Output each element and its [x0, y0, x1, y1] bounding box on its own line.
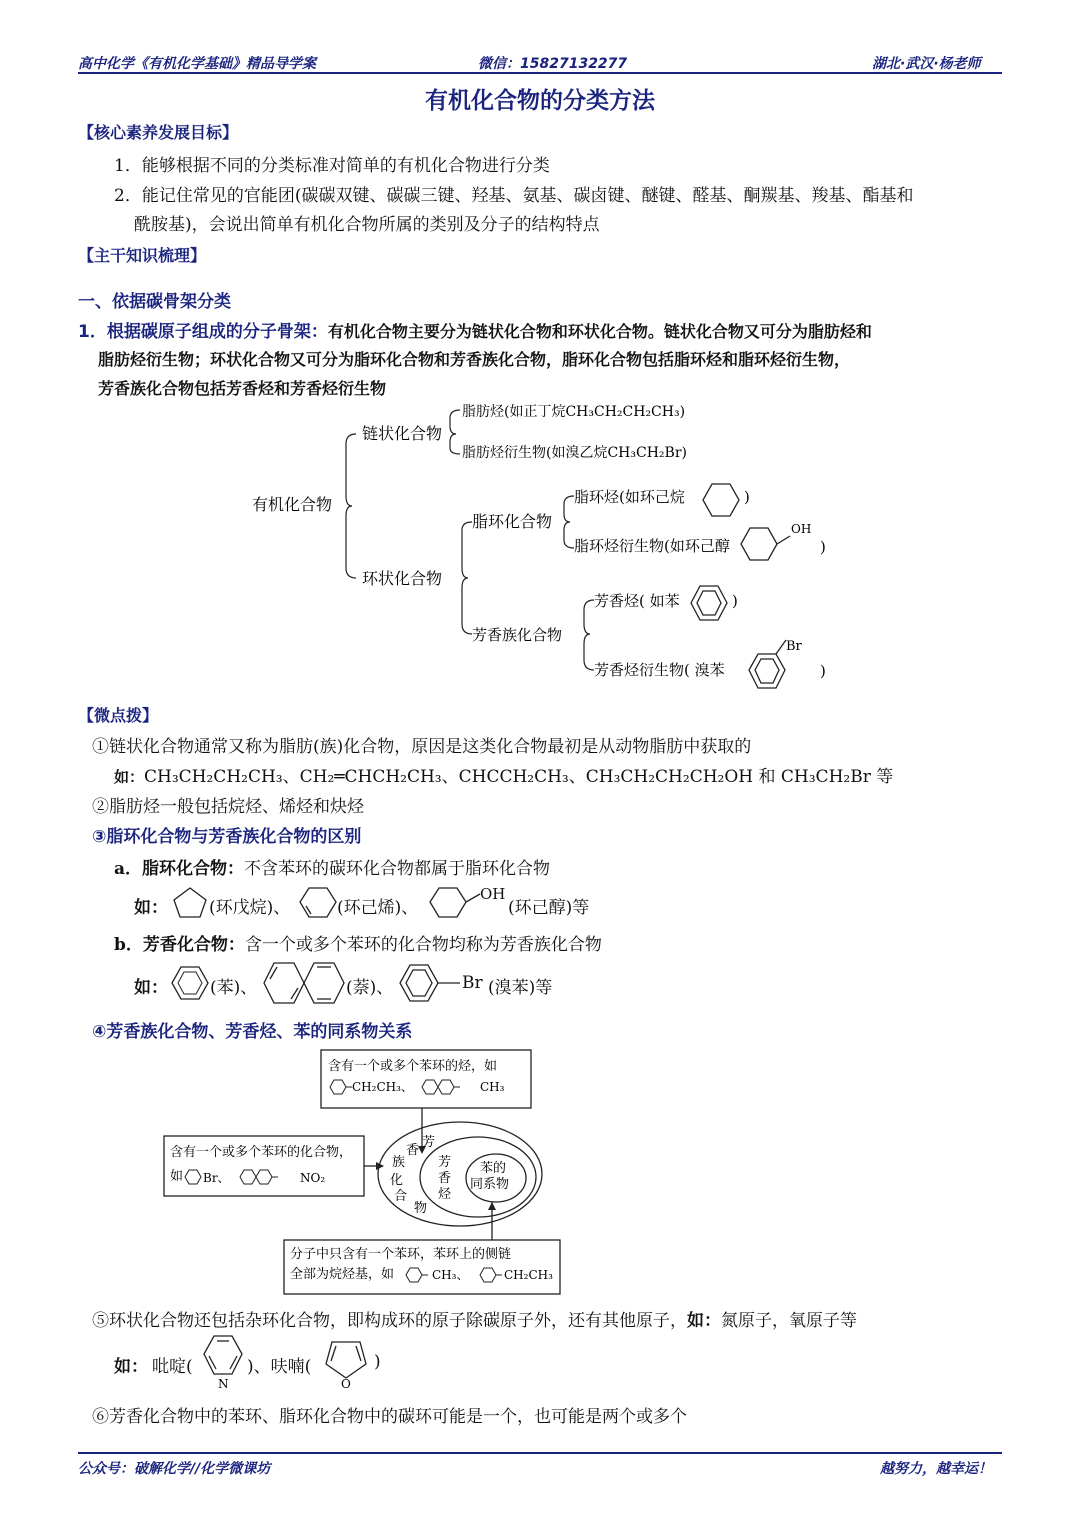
- tip-3a-text: 不含苯环的碳环化合物都属于脂环化合物: [244, 859, 551, 879]
- venn-inner-line1: 苯的: [480, 1161, 507, 1176]
- tree-alicyclic: 脂环化合物: [472, 512, 553, 531]
- br-label: Br: [786, 639, 802, 654]
- tree-alicyclic-der: 脂环烃衍生物(如环己醇: [574, 537, 730, 555]
- venn-left-sub1: Br、: [203, 1171, 230, 1185]
- tree-root: 有机化合物: [252, 495, 333, 514]
- footer-left: 公众号：破解化学//化学微课坊: [78, 1461, 271, 1477]
- header-left: 高中化学《有机化学基础》精品导学案: [78, 56, 316, 72]
- footer-rule: [78, 1452, 1002, 1454]
- tip-5-ex-label: 如：: [114, 1357, 148, 1377]
- tree-close-4: ): [820, 662, 826, 680]
- tip-4: ④芳香族化合物、芳香烃、苯的同系物关系: [92, 1022, 413, 1042]
- venn-middle-c1: 芳: [438, 1155, 452, 1170]
- venn-top-sub1: CH₂CH₃、: [352, 1080, 413, 1094]
- tip-1-example: [114, 762, 893, 787]
- page-title: 有机化合物的分类方法: [425, 88, 655, 114]
- cyclohexene-icon: [298, 884, 338, 920]
- classification-tree: [240, 396, 840, 696]
- tip-5-ex1: 吡啶(: [152, 1357, 193, 1377]
- tip-3b-label: b．芳香化合物：: [114, 935, 245, 955]
- tip-3a-label: a．脂环化合物：: [114, 859, 245, 879]
- tip-3b-ex3: (溴苯)等: [488, 978, 553, 998]
- furan-o-label: O: [341, 1377, 351, 1390]
- tip-3a-ex2: (环己烯)、: [337, 898, 419, 918]
- venn-outer-c5: 合: [394, 1189, 408, 1204]
- venn-top-sub2: CH₃: [480, 1080, 505, 1094]
- goal-item-2-cont: 酰胺基)，会说出简单有机化合物所属的类别及分子的结构特点: [134, 215, 600, 235]
- venn-bottom-sub2: CH₂CH₃: [504, 1268, 553, 1282]
- benzene-icon: [691, 586, 727, 620]
- tree-aromatic-hc: 芳香烃( 如苯: [594, 592, 680, 610]
- venn-bottom-line2: 全部为烷烃基，如: [290, 1267, 395, 1282]
- venn-diagram: [160, 1044, 570, 1300]
- tree-close-1: ): [744, 488, 750, 506]
- para-label: 1．根据碳原子组成的分子骨架：: [78, 322, 328, 342]
- benzene-small-icon: [170, 964, 210, 1002]
- venn-outer-c1: 芳: [422, 1135, 436, 1150]
- tip-3a: [114, 854, 550, 879]
- tree-chain: 链状化合物: [362, 424, 443, 443]
- tip-5-ex2: )、呋喃(: [247, 1357, 312, 1377]
- tree-close-3: ): [732, 592, 738, 610]
- tree-aliphatic-hc: 脂肪烃(如正丁烷CH₃CH₂CH₂CH₃): [462, 404, 686, 420]
- tip-3a-ex-label: 如：: [134, 898, 168, 918]
- venn-outer-c2: 香: [406, 1143, 420, 1158]
- pyridine-n-label: N: [218, 1377, 229, 1391]
- tree-close-2: ): [820, 538, 826, 556]
- bromobenzene-small-icon: [398, 962, 468, 1004]
- venn-middle-c2: 香: [438, 1171, 452, 1186]
- goal-item-1: 1．能够根据不同的分类标准对简单的有机化合物进行分类: [114, 156, 550, 176]
- knowledge-heading: 【主干知识梳理】: [78, 246, 207, 265]
- tip-2: ②脂肪烃一般包括烷烃、烯烃和炔烃: [92, 797, 364, 817]
- venn-outer-c4: 化: [390, 1173, 404, 1188]
- cyclohexanol-icon: [741, 528, 790, 560]
- venn-left-line1: 含有一个或多个苯环的化合物，: [170, 1145, 353, 1160]
- tip-1-ex-text: CH₃CH₂CH₂CH₃、CH₂═CHCH₂CH₃、CHCCH₂CH₃、CH₃CH₂CH₂CH₂OH 和 CH₃CH₂Br 等: [144, 767, 894, 787]
- header-right: 湖北·武汉·杨老师: [872, 56, 981, 72]
- tree-aliphatic-der: 脂肪烃衍生物(如溴乙烷CH₃CH₂Br): [462, 445, 687, 461]
- section-para-line3: 芳香族化合物包括芳香烃和芳香烃衍生物: [98, 379, 387, 398]
- tip-1-ex-label: 如：: [114, 768, 145, 786]
- tip-3b: [114, 930, 602, 955]
- section-para-line2: 脂肪烃衍生物；环状化合物又可分为脂环化合物和芳香族化合物，脂环化合物包括脂环烃和脂环烃衍生物，: [98, 350, 851, 369]
- tree-alicyclic-hc: 脂环烃(如环己烷: [574, 488, 685, 506]
- tip-5-ex3: ): [374, 1352, 381, 1372]
- tip-3b-ex-label: 如：: [134, 978, 168, 998]
- tip-3b-text: 含一个或多个苯环的化合物均称为芳香族化合物: [244, 935, 602, 955]
- tip-3b-br: Br: [462, 973, 483, 993]
- section-para-line1: [78, 317, 872, 342]
- section-heading: 一、依据碳骨架分类: [78, 292, 231, 312]
- venn-outer-c3: 族: [392, 1155, 406, 1170]
- cyclohexane-icon: [703, 484, 739, 516]
- tip-6: ⑥芳香化合物中的苯环、脂环化合物中的碳环可能是一个，也可能是两个或多个: [92, 1407, 687, 1427]
- bromobenzene-icon: [749, 640, 786, 688]
- header-center: 微信：15827132277: [478, 56, 628, 72]
- venn-middle-c3: 烃: [438, 1187, 452, 1202]
- tips-heading: 【微点拨】: [78, 706, 159, 725]
- tip-3a-oh: OH: [480, 885, 506, 903]
- footer-right: 越努力，越幸运！: [880, 1461, 992, 1477]
- venn-outer-c6: 物: [414, 1201, 428, 1216]
- furan-icon: [318, 1334, 376, 1390]
- pyridine-icon: [200, 1332, 248, 1392]
- venn-left-sub2: NO₂: [300, 1171, 326, 1185]
- tip-5-label: 如：: [687, 1311, 721, 1331]
- tip-1: ①链状化合物通常又称为脂肪(族)化合物，原因是这类化合物最初是从动物脂肪中获取的: [92, 737, 752, 757]
- tip-3b-ex1: (苯)、: [210, 978, 258, 998]
- tip-3a-ex3: (环己醇)等: [508, 898, 590, 918]
- tip-5-end: 氮原子，氧原子等: [721, 1311, 857, 1331]
- cyclopentane-icon: [170, 884, 210, 920]
- tree-aromatic-der: 芳香烃衍生物( 溴苯: [594, 661, 725, 679]
- venn-inner-line2: 同系物: [470, 1177, 510, 1192]
- naphthalene-icon: [262, 960, 346, 1006]
- venn-top-line1: 含有一个或多个苯环的烃，如: [328, 1059, 498, 1074]
- venn-bottom-sub1: CH₃、: [432, 1268, 469, 1282]
- venn-left-line2: 如: [170, 1169, 184, 1184]
- para-text: 有机化合物主要分为链状化合物和环状化合物。链状化合物又可分为脂肪烃和: [327, 322, 872, 341]
- tree-aromatic: 芳香族化合物: [472, 626, 563, 644]
- tip-3: ③脂环化合物与芳香族化合物的区别: [92, 827, 362, 847]
- goal-item-2: 2．能记住常见的官能团(碳碳双键、碳碳三键、羟基、氨基、碳卤键、醚键、醛基、酮羰基、羧基、酯基和: [114, 186, 914, 206]
- oh-label: OH: [791, 522, 812, 536]
- goals-heading: 【核心素养发展目标】: [78, 123, 239, 142]
- tree-ring: 环状化合物: [362, 569, 443, 588]
- tip-5-text: ⑤环状化合物还包括杂环化合物，即构成环的原子除碳原子外，还有其他原子，: [92, 1311, 687, 1331]
- tip-3b-ex2: (萘)、: [346, 978, 394, 998]
- tip-3a-ex1: (环戊烷)、: [209, 898, 291, 918]
- tip-5: [92, 1306, 857, 1331]
- header-rule: [78, 72, 1002, 74]
- venn-bottom-line1: 分子中只含有一个苯环，苯环上的侧链: [290, 1247, 512, 1262]
